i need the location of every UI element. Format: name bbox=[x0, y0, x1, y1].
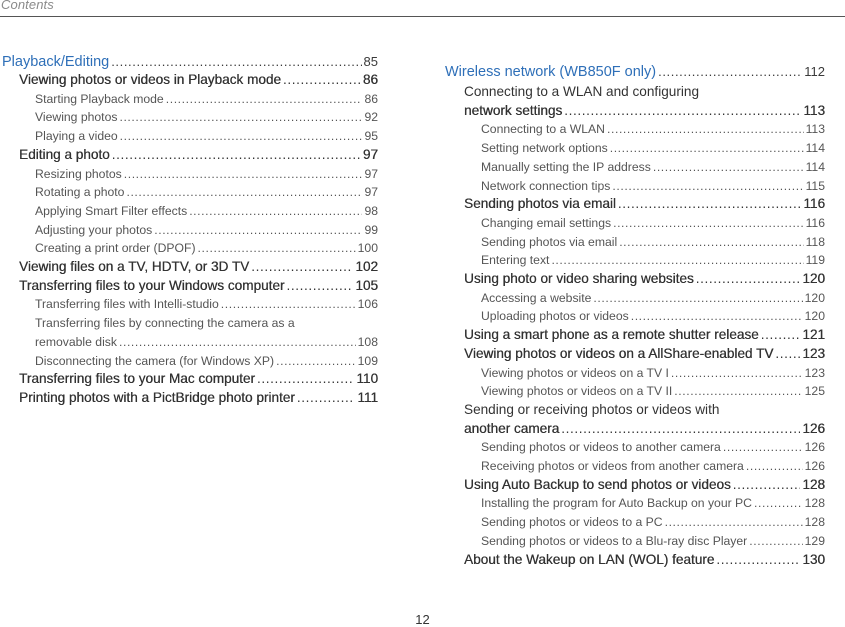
toc-entry[interactable] bbox=[2, 221, 378, 240]
toc-entry[interactable] bbox=[445, 551, 825, 570]
toc-entry[interactable] bbox=[2, 352, 378, 371]
toc-entry-title: Sending photos via email bbox=[481, 234, 618, 249]
toc-entry-title: Viewing photos or videos in Playback mode bbox=[19, 72, 281, 87]
toc-entry-title: About the Wakeup on LAN (WOL) feature bbox=[464, 551, 715, 567]
toc-leader-dots bbox=[251, 258, 353, 277]
toc-entry[interactable] bbox=[2, 370, 378, 389]
toc-leader-dots bbox=[593, 289, 802, 308]
toc-entry-title: Applying Smart Filter effects bbox=[35, 203, 188, 218]
toc-entry-page: 119 bbox=[805, 253, 825, 268]
toc-entry-page: 113 bbox=[803, 102, 825, 118]
toc-leader-dots bbox=[120, 127, 363, 146]
toc-leader-dots bbox=[746, 457, 803, 476]
toc-entry-page: 126 bbox=[804, 459, 825, 474]
toc-entry[interactable] bbox=[2, 90, 378, 109]
toc-entry[interactable] bbox=[445, 233, 825, 252]
toc-entry-page: 116 bbox=[803, 196, 825, 212]
toc-entry-title: Using photo or video sharing websites bbox=[464, 271, 694, 287]
toc-entry-page: 99 bbox=[364, 222, 378, 237]
toc-entry-page: 118 bbox=[805, 234, 825, 249]
toc-entry-title: removable disk bbox=[35, 334, 117, 349]
toc-entry-page: 97 bbox=[364, 166, 378, 181]
toc-entry-title: another camera bbox=[464, 420, 560, 436]
toc-entry[interactable] bbox=[445, 401, 825, 438]
page-header bbox=[0, 0, 845, 17]
toc-entry-title: Disconnecting the camera (for Windows XP) bbox=[35, 353, 275, 368]
toc-entry-page: 98 bbox=[364, 203, 378, 218]
toc-leader-dots bbox=[612, 177, 803, 196]
toc-entry-page: 120 bbox=[802, 271, 825, 287]
toc-entry-page: 130 bbox=[802, 551, 825, 567]
toc-entry-page: 106 bbox=[357, 297, 378, 312]
toc-entry-title: Viewing files on a TV, HDTV, or 3D TV bbox=[19, 259, 250, 275]
toc-leader-dots bbox=[198, 239, 356, 258]
toc-entry-title: Adjusting your photos bbox=[35, 222, 153, 237]
toc-leader-dots bbox=[631, 307, 803, 326]
toc-entry[interactable] bbox=[2, 202, 378, 221]
toc-leader-dots bbox=[111, 53, 361, 71]
toc-entry[interactable] bbox=[445, 345, 825, 364]
toc-entry[interactable] bbox=[2, 239, 378, 258]
toc-entry-title: Rotating a photo bbox=[35, 185, 125, 200]
toc-leader-dots bbox=[723, 438, 803, 457]
toc-entry[interactable] bbox=[445, 158, 825, 177]
toc-leader-dots bbox=[618, 195, 801, 214]
toc-right-column bbox=[445, 61, 825, 569]
toc-left-column bbox=[2, 53, 378, 408]
toc-entry-page: 102 bbox=[355, 259, 378, 275]
toc-entry[interactable] bbox=[2, 165, 378, 184]
toc-entry[interactable] bbox=[445, 382, 825, 401]
toc-entry-title: Network connection tips bbox=[481, 178, 611, 193]
toc-entry[interactable] bbox=[445, 307, 825, 326]
toc-entry-page: 86 bbox=[362, 72, 378, 87]
toc-leader-dots bbox=[619, 233, 803, 252]
toc-entry-page: 123 bbox=[804, 365, 825, 380]
toc-leader-dots bbox=[119, 333, 356, 352]
toc-entry-title: Transferring files to your Windows computer bbox=[19, 277, 285, 293]
toc-entry-page: 113 bbox=[805, 122, 825, 137]
toc-leader-dots bbox=[733, 476, 801, 495]
toc-entry[interactable] bbox=[445, 214, 825, 233]
toc-leader-dots bbox=[297, 389, 356, 408]
toc-entry-title: Sending photos via email bbox=[464, 196, 616, 212]
toc-entry-title: Wireless network (WB850F only) bbox=[445, 64, 657, 80]
toc-entry-page: 120 bbox=[804, 309, 825, 324]
toc-entry-title: Starting Playback mode bbox=[35, 91, 164, 106]
toc-entry-title: Printing photos with a PictBridge photo printer bbox=[19, 389, 295, 405]
toc-entry[interactable] bbox=[2, 295, 378, 314]
toc-entry-title: Accessing a website bbox=[481, 290, 592, 305]
toc-entry[interactable] bbox=[445, 270, 825, 289]
toc-entry-page: 97 bbox=[362, 146, 378, 162]
toc-entry-page: 105 bbox=[355, 277, 378, 293]
toc-leader-dots bbox=[551, 251, 803, 270]
header-title: Contents bbox=[1, 0, 54, 12]
toc-leader-dots bbox=[775, 345, 800, 364]
toc-entry-page: 128 bbox=[804, 515, 825, 530]
toc-leader-dots bbox=[112, 146, 361, 165]
toc-entry-title: Creating a print order (DPOF) bbox=[35, 241, 196, 256]
toc-entry[interactable] bbox=[2, 314, 378, 351]
toc-entry[interactable] bbox=[445, 494, 825, 513]
toc-leader-dots bbox=[749, 532, 802, 551]
toc-leader-dots bbox=[761, 326, 801, 345]
toc-entry-title: Receiving photos or videos from another camera bbox=[481, 459, 744, 474]
toc-entry-page: 85 bbox=[363, 54, 378, 69]
toc-entry[interactable] bbox=[2, 277, 378, 296]
toc-entry-title: Viewing photos or videos on a AllShare-enabled TV bbox=[464, 345, 774, 361]
toc-entry[interactable] bbox=[2, 146, 378, 165]
toc-entry[interactable] bbox=[445, 438, 825, 457]
toc-entry[interactable] bbox=[445, 177, 825, 196]
toc-leader-dots bbox=[189, 202, 362, 221]
toc-entry-page: 97 bbox=[364, 185, 378, 200]
toc-entry-title-line: Sending or receiving photos or videos with bbox=[464, 401, 720, 417]
toc-entry-page: 95 bbox=[364, 129, 378, 144]
toc-entry[interactable] bbox=[2, 127, 378, 146]
toc-entry-page: 92 bbox=[364, 110, 378, 125]
toc-entry-page: 111 bbox=[357, 389, 378, 405]
toc-leader-dots bbox=[653, 158, 804, 177]
toc-leader-dots bbox=[716, 551, 800, 570]
toc-entry-title: Setting network options bbox=[481, 141, 608, 156]
toc-leader-dots bbox=[754, 494, 803, 513]
toc-entry-title-line: Transferring files by connecting the camera as a bbox=[35, 316, 295, 331]
toc-entry[interactable] bbox=[445, 120, 825, 139]
toc-entry-page: 86 bbox=[364, 91, 378, 106]
toc-entry[interactable] bbox=[445, 289, 825, 308]
toc-entry-title: Sending photos or videos to a PC bbox=[481, 515, 663, 530]
toc-entry[interactable] bbox=[2, 53, 378, 71]
toc-leader-dots bbox=[166, 90, 363, 109]
toc-entry-title: Transferring files with Intelli-studio bbox=[35, 297, 219, 312]
toc-entry-page: 110 bbox=[356, 371, 378, 387]
toc-entry-page: 114 bbox=[805, 159, 825, 174]
toc-entry-page: 125 bbox=[804, 384, 825, 399]
toc-entry-title: Editing a photo bbox=[19, 146, 110, 162]
toc-entry-page: 128 bbox=[804, 496, 825, 511]
toc-entry-title: Viewing photos or videos on a TV II bbox=[481, 384, 673, 399]
toc-entry[interactable] bbox=[445, 326, 825, 345]
toc-leader-dots bbox=[221, 295, 356, 314]
toc-entry-title-line: Connecting to a WLAN and configuring bbox=[464, 84, 700, 99]
toc-leader-dots bbox=[283, 71, 361, 90]
toc-entry[interactable] bbox=[445, 139, 825, 158]
toc-entry-title: Viewing photos or videos on a TV I bbox=[481, 365, 669, 380]
toc-entry[interactable] bbox=[2, 108, 378, 127]
toc-entry-title: Playing a video bbox=[35, 129, 118, 144]
toc-entry[interactable] bbox=[445, 457, 825, 476]
toc-leader-dots bbox=[665, 513, 803, 532]
toc-leader-dots bbox=[154, 221, 362, 240]
toc-entry[interactable] bbox=[445, 251, 825, 270]
toc-entry-title: Installing the program for Auto Backup on your PC bbox=[481, 496, 752, 511]
toc-entry[interactable] bbox=[445, 476, 825, 495]
toc-entry-page: 126 bbox=[802, 420, 825, 436]
toc-entry[interactable] bbox=[445, 364, 825, 383]
toc-entry-page: 126 bbox=[804, 440, 825, 455]
toc-entry-page: 115 bbox=[805, 178, 825, 193]
toc-leader-dots bbox=[564, 102, 801, 121]
toc-leader-dots bbox=[671, 364, 803, 383]
toc-leader-dots bbox=[286, 277, 353, 296]
toc-entry-title: Viewing photos bbox=[35, 110, 118, 125]
toc-leader-dots bbox=[119, 108, 362, 127]
toc-leader-dots bbox=[561, 420, 800, 439]
toc-entry-title: Using Auto Backup to send photos or videos bbox=[464, 476, 731, 492]
toc-entry-page: 108 bbox=[357, 334, 378, 349]
toc-entry-title: Sending photos or videos to a Blu-ray disc Player bbox=[481, 533, 748, 548]
toc-entry-title: Using a smart phone as a remote shutter release bbox=[464, 327, 759, 343]
toc-leader-dots bbox=[696, 270, 801, 289]
toc-leader-dots bbox=[607, 120, 804, 139]
toc-entry-page: 120 bbox=[804, 290, 825, 305]
toc-entry[interactable] bbox=[2, 258, 378, 277]
toc-entry-title: Sending photos or videos to another camera bbox=[481, 440, 721, 455]
toc-entry[interactable] bbox=[445, 61, 825, 83]
toc-entry[interactable] bbox=[2, 71, 378, 90]
toc-entry-title: Playback/Editing bbox=[2, 54, 110, 70]
toc-entry-page: 128 bbox=[802, 476, 825, 492]
toc-entry-title: network settings bbox=[464, 102, 563, 118]
toc-leader-dots bbox=[658, 61, 802, 83]
toc-entry[interactable] bbox=[445, 195, 825, 214]
toc-entry-title: Changing email settings bbox=[481, 215, 612, 230]
toc-entry-page: 112 bbox=[804, 64, 825, 79]
toc-entry-page: 123 bbox=[802, 345, 825, 361]
toc-entry[interactable] bbox=[445, 513, 825, 532]
toc-leader-dots bbox=[613, 214, 803, 233]
toc-entry-page: 116 bbox=[805, 215, 825, 230]
toc-entry-page: 109 bbox=[357, 353, 378, 368]
toc-entry-page: 114 bbox=[805, 141, 825, 156]
toc-entry[interactable] bbox=[2, 183, 378, 202]
toc-entry-title: Connecting to a WLAN bbox=[481, 122, 605, 137]
toc-leader-dots bbox=[276, 352, 356, 371]
toc-entry-page: 129 bbox=[804, 533, 825, 548]
toc-entry[interactable] bbox=[2, 389, 378, 408]
toc-entry-title: Uploading photos or videos bbox=[481, 309, 629, 324]
toc-leader-dots bbox=[126, 183, 362, 202]
toc-entry-title: Transferring files to your Mac computer bbox=[19, 371, 255, 387]
toc-entry-title: Resizing photos bbox=[35, 166, 122, 181]
toc-entry-page: 100 bbox=[357, 241, 378, 256]
toc-leader-dots bbox=[124, 165, 363, 184]
toc-leader-dots bbox=[257, 370, 354, 389]
toc-entry-title: Entering text bbox=[481, 253, 550, 268]
toc-entry-page: 121 bbox=[802, 327, 825, 343]
toc-entry-title: Manually setting the IP address bbox=[481, 159, 651, 174]
toc-entry[interactable] bbox=[445, 532, 825, 551]
page-number: 12 bbox=[415, 612, 430, 627]
toc-entry[interactable] bbox=[445, 83, 825, 120]
toc-leader-dots bbox=[610, 139, 804, 158]
toc-leader-dots bbox=[674, 382, 802, 401]
